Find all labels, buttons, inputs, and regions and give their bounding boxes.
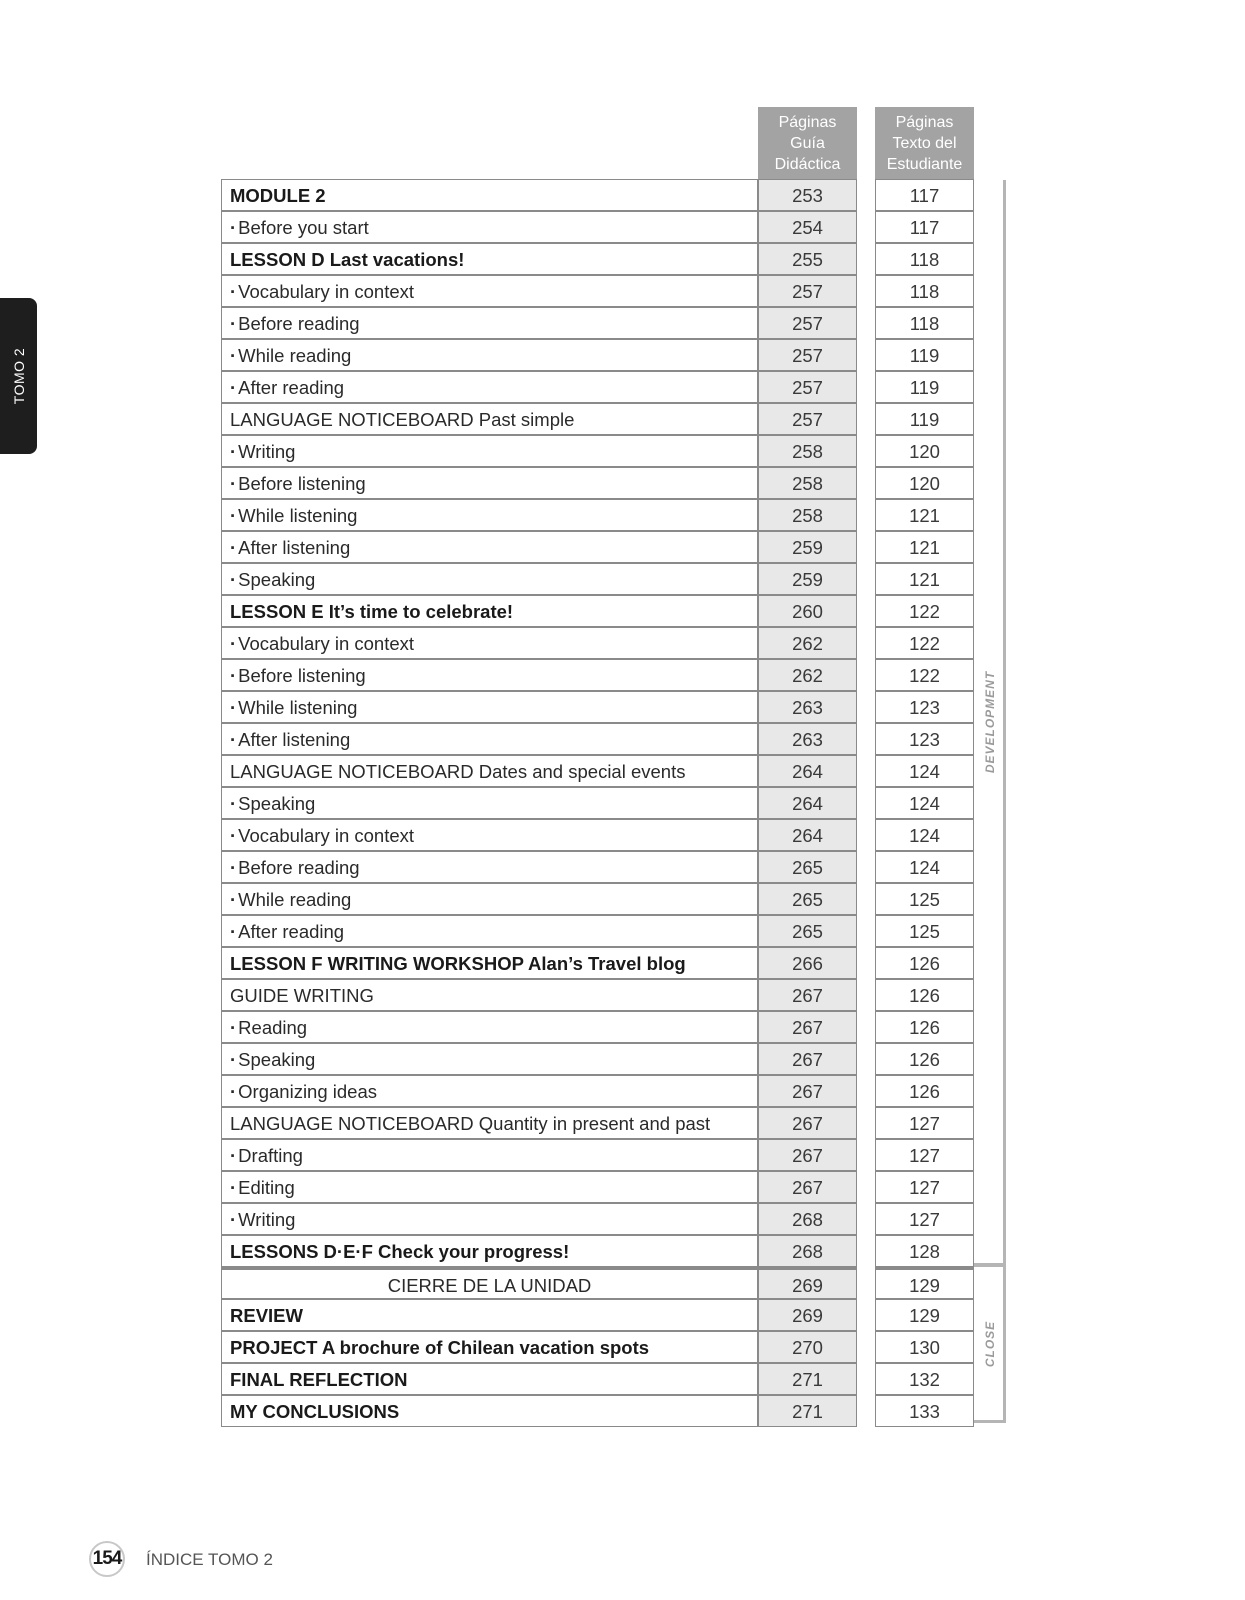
row-label-text: · Organizing ideas	[230, 1081, 377, 1102]
row-label-text: · While reading	[230, 889, 351, 910]
row-label-text: GUIDE WRITING	[230, 985, 374, 1006]
guide-page: 263	[758, 723, 857, 755]
side-tab-label: TOMO 2	[10, 347, 27, 405]
row-label-text: · While listening	[230, 505, 357, 526]
row-label	[221, 787, 758, 819]
row-label-text: LANGUAGE NOTICEBOARD Past simple	[230, 409, 575, 430]
row-label-text: · Writing	[230, 1209, 295, 1230]
student-page: 121	[875, 499, 974, 531]
guide-page: 255	[758, 243, 857, 275]
row-label	[221, 499, 758, 531]
guide-page: 259	[758, 531, 857, 563]
row-label-text: LESSON E It’s time to celebrate!	[230, 601, 514, 622]
student-page: 126	[875, 1011, 974, 1043]
guide-page: 265	[758, 883, 857, 915]
row-label-text: LESSON D Last vacations!	[230, 249, 465, 270]
student-page: 124	[875, 819, 974, 851]
row-label-text: · After reading	[230, 377, 344, 398]
guide-page: 267	[758, 1139, 857, 1171]
guide-page: 267	[758, 1043, 857, 1075]
row-label-text: · After listening	[230, 537, 350, 558]
development-label: DEVELOPMENT	[983, 670, 997, 774]
side-tab	[0, 298, 37, 454]
header-student-line: Estudiante	[886, 156, 963, 173]
guide-page: 267	[758, 1011, 857, 1043]
guide-page: 266	[758, 947, 857, 979]
row-label	[221, 755, 758, 787]
guide-page: 265	[758, 915, 857, 947]
row-label-text: · After listening	[230, 729, 350, 750]
guide-page: 263	[758, 691, 857, 723]
row-label	[221, 1011, 758, 1043]
guide-page: 264	[758, 755, 857, 787]
student-page: 122	[875, 627, 974, 659]
row-label	[221, 1075, 758, 1107]
header-student-line: Texto del	[892, 135, 957, 152]
guide-page: 267	[758, 1075, 857, 1107]
guide-page: 267	[758, 1171, 857, 1203]
row-label-text: · Vocabulary in context	[230, 825, 414, 846]
student-page: 129	[875, 1267, 974, 1299]
row-label-text: · While listening	[230, 697, 357, 718]
row-label-text: LESSONS D·E·F Check your progress!	[230, 1241, 570, 1262]
student-page: 121	[875, 563, 974, 595]
row-label-text: MY CONCLUSIONS	[230, 1401, 400, 1422]
guide-page: 269	[758, 1299, 857, 1331]
row-label	[221, 1171, 758, 1203]
student-page: 120	[875, 467, 974, 499]
student-page: 124	[875, 755, 974, 787]
student-page: 123	[875, 691, 974, 723]
guide-page: 257	[758, 275, 857, 307]
row-label	[221, 371, 758, 403]
row-label	[221, 851, 758, 883]
row-label	[221, 307, 758, 339]
guide-page: 258	[758, 499, 857, 531]
guide-page: 264	[758, 787, 857, 819]
row-label-text: · Drafting	[230, 1145, 303, 1166]
student-page: 123	[875, 723, 974, 755]
student-page: 121	[875, 531, 974, 563]
guide-page: 262	[758, 659, 857, 691]
guide-page: 267	[758, 979, 857, 1011]
guide-page: 270	[758, 1331, 857, 1363]
guide-page: 257	[758, 307, 857, 339]
row-label	[221, 275, 758, 307]
row-label-text: REVIEW	[230, 1305, 303, 1326]
row-label	[221, 1267, 758, 1299]
student-page: 126	[875, 979, 974, 1011]
row-label	[221, 595, 758, 627]
row-label	[221, 403, 758, 435]
guide-page: 264	[758, 819, 857, 851]
student-page: 119	[875, 339, 974, 371]
guide-page: 253	[758, 179, 857, 211]
row-label	[221, 723, 758, 755]
row-label-text: · Writing	[230, 441, 295, 462]
student-page: 119	[875, 371, 974, 403]
row-label-text: PROJECT A brochure of Chilean vacation spots	[230, 1337, 650, 1358]
row-label	[221, 1235, 758, 1267]
student-page: 130	[875, 1331, 974, 1363]
student-page: 126	[875, 1043, 974, 1075]
row-label	[221, 1107, 758, 1139]
guide-page: 268	[758, 1203, 857, 1235]
row-label	[221, 563, 758, 595]
row-label	[221, 339, 758, 371]
student-page: 127	[875, 1171, 974, 1203]
row-label	[221, 947, 758, 979]
row-label-text: · Before reading	[230, 857, 360, 878]
student-page: 117	[875, 211, 974, 243]
row-label-text: · Before listening	[230, 473, 366, 494]
page-number: 154	[89, 1541, 125, 1577]
row-label-text: · While reading	[230, 345, 351, 366]
row-label	[221, 1299, 758, 1331]
row-label-text: · Editing	[230, 1177, 295, 1198]
student-page: 119	[875, 403, 974, 435]
student-page: 124	[875, 851, 974, 883]
row-label	[221, 211, 758, 243]
row-label	[221, 243, 758, 275]
student-page: 118	[875, 275, 974, 307]
student-page: 118	[875, 243, 974, 275]
row-label-text: LANGUAGE NOTICEBOARD Dates and special events	[230, 761, 686, 782]
student-page: 127	[875, 1139, 974, 1171]
guide-page: 269	[758, 1267, 857, 1299]
row-label	[221, 819, 758, 851]
student-page: 129	[875, 1299, 974, 1331]
row-label-text: · Vocabulary in context	[230, 633, 414, 654]
row-label-text: · Speaking	[230, 569, 315, 590]
student-page: 127	[875, 1203, 974, 1235]
guide-page: 271	[758, 1363, 857, 1395]
row-label	[221, 883, 758, 915]
row-label	[221, 435, 758, 467]
guide-page: 257	[758, 339, 857, 371]
student-page: 120	[875, 435, 974, 467]
row-label	[221, 1043, 758, 1075]
row-label-text: · After reading	[230, 921, 344, 942]
guide-page: 257	[758, 403, 857, 435]
student-page: 124	[875, 787, 974, 819]
student-page: 126	[875, 1075, 974, 1107]
row-label	[221, 1363, 758, 1395]
row-label-text: · Speaking	[230, 1049, 315, 1070]
footer-title: ÍNDICE TOMO 2	[146, 1550, 273, 1569]
guide-page: 268	[758, 1235, 857, 1267]
guide-page: 262	[758, 627, 857, 659]
row-label-text: · Before listening	[230, 665, 366, 686]
student-page: 128	[875, 1235, 974, 1267]
student-page: 125	[875, 883, 974, 915]
student-page: 126	[875, 947, 974, 979]
row-label-text: · Reading	[230, 1017, 307, 1038]
guide-page: 259	[758, 563, 857, 595]
guide-page: 271	[758, 1395, 857, 1427]
student-page: 127	[875, 1107, 974, 1139]
guide-page: 267	[758, 1107, 857, 1139]
row-label	[221, 467, 758, 499]
close-label: CLOSE	[983, 1320, 997, 1368]
row-label-text: CIERRE DE LA UNIDAD	[387, 1275, 592, 1296]
student-page: 122	[875, 659, 974, 691]
row-label	[221, 627, 758, 659]
row-label	[221, 1139, 758, 1171]
header-guide-pages	[758, 107, 857, 180]
guide-page: 257	[758, 371, 857, 403]
guide-page: 254	[758, 211, 857, 243]
row-label	[221, 691, 758, 723]
student-page: 117	[875, 179, 974, 211]
row-label-text: FINAL REFLECTION	[230, 1369, 408, 1390]
guide-page: 258	[758, 467, 857, 499]
header-guide-line: Páginas	[778, 114, 837, 131]
student-page: 133	[875, 1395, 974, 1427]
row-label-text: · Speaking	[230, 793, 315, 814]
row-label-text: · Before you start	[230, 217, 369, 238]
student-page: 122	[875, 595, 974, 627]
row-label-text: LESSON F WRITING WORKSHOP Alan’s Travel blog	[230, 953, 686, 974]
row-label	[221, 531, 758, 563]
student-page: 125	[875, 915, 974, 947]
row-label-text: · Before reading	[230, 313, 360, 334]
guide-page: 258	[758, 435, 857, 467]
header-student-line: Páginas	[895, 114, 954, 131]
guide-page: 265	[758, 851, 857, 883]
row-label	[221, 979, 758, 1011]
row-label	[221, 1331, 758, 1363]
row-label	[221, 1395, 758, 1427]
header-guide-line: Didáctica	[774, 156, 841, 173]
row-label	[221, 915, 758, 947]
header-student-pages	[875, 107, 974, 180]
row-label-text: LANGUAGE NOTICEBOARD Quantity in present and past	[230, 1113, 711, 1134]
row-label	[221, 179, 758, 211]
row-label-text: · Vocabulary in context	[230, 281, 414, 302]
student-page: 132	[875, 1363, 974, 1395]
student-page: 118	[875, 307, 974, 339]
header-guide-line: Guía	[790, 135, 825, 152]
row-label	[221, 659, 758, 691]
row-label-text: MODULE 2	[230, 185, 326, 206]
guide-page: 260	[758, 595, 857, 627]
row-label	[221, 1203, 758, 1235]
